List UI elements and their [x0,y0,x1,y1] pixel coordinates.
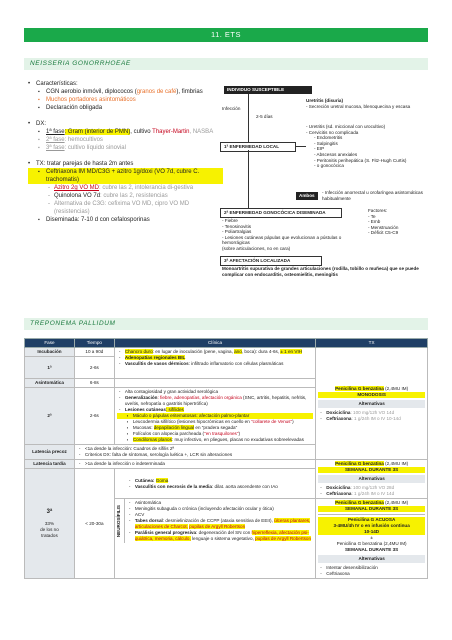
tx-subitem: - Quinolona VO 7d: cubre las 2, resistencias [28,192,223,200]
clinica-terciaria: - Cutánea: Goma - Vasculitis con necrosis de la media: dilat. aorta ascendente con IAo [114,469,315,499]
clinica-primaria: - Chancro duro: en lugar de inoculación (pene, vagina, ano, boca): dura 4-6s, ± 1 en VIH - Adenopatías regionales BIL - Vasculitis de vasos dérmicos: infiltrado inflamatorio con células plasmáticas [114,348,315,379]
diagram-stage2: 2ª ENFERMEDAD GONOCÓCICA DISEMINADA [220,208,342,218]
col-header: Clínica [114,339,315,348]
diagram-male: Uretritis (disuria) - Secreción uretral mucosa, blenoquecina y escasa [306,98,411,109]
table-row: Incubación 10 a 90d - Chancro duro: en lugar de inoculación (pene, vagina, ano, boca): dura 4-6s, ± 1 en VIH - Adenopatías regionales BIL - Vasculitis de vasos dérmicos: infiltrado inflamatorio con células plasmáticas Penicilina G benzatina (2,4MU IM) MONODOSIS Alternativas - Doxiciclina: 100 mg/12h VO 14d - Ceftriaxona: 1 g/24h IM o IV 10-14d [25,348,428,357]
tx-heading: • TX: tratar parejas de hasta 2m antes [28,160,223,168]
col-header: Fase [25,339,75,348]
diagram-stage3: 3ª AFECTACIÓN LOCALIZADA [220,256,322,266]
diagram-dias: 2-5 días [256,114,273,119]
section-title-treponema: TREPONEMA PALLIDUM [24,318,428,330]
tx-item: ▪ Ceftriaxona IM MD/C3G + azitro 1g/doxi (VO 7d, cubre C. trachomatis) [28,168,223,184]
diagram-infeccion: Infección [222,106,241,111]
neisseria-notes [28,80,223,224]
diagram-anorrectal: - Infección anorrectal u orofaríngea asintomáticas habitualmente [322,190,423,201]
syphilis-table [24,338,428,579]
table-row: 1ª 2-6s [25,357,428,379]
section-title-neisseria: NEISSERIA GONORRHOEAE [24,58,428,70]
tx-tardia: Penicilina G benzatina (2,4MU IM) SEMANAL DURANTE 3S Alternativas - Doxiciclina: 100 mg/12h VO 28d - Ceftriaxona: 1 g/24h IM o IV 14d [316,460,428,499]
tx-terciaria: Penicilina G benzatina (2,4MU IM) SEMANAL DURANTE 3S Penicilina G ACUOSA 3-4MU/4h IV o en infusión continua 10-14D ± Penicilina G benzatina (2,4MU IM) SEMANAL DURANTE 3S Alternativas - Intentar desensibilización - Ceftriaxona [316,499,428,579]
diagram-female: - Uretritis (sd. miccional con urocultivo) - Cervicitis no complicada - Endometritis - Salpingitis - EIP - Abscesos anexiales - Peritonitis perihepática (S. Fitz-Hugh Curtis) - o gonocócica [306,124,407,169]
tx-subitem: - Azitro 2g VO MD: cubre las 2, intolerancia di-gestiva [28,184,223,192]
clinica-secundaria: - Alta contagiosidad y gran actividad serológica - Generalización: fiebre, adenopatías, afectación orgánica (SNC, artritis, hepatitis, nefritis, uveítis, nefropatía o gastritis hipertrófica) - Lesiones cutáneas: sifílides ▪ Máculo o pápulas eritematosas: afectación palmo-plantar ▪ Leucodermia sifilítico (lesiones hipocrómicas en cuello en "collarete de Venus") ▪ Mucosas: depapilación lingual en "pradera segada" ▪ Folículos con alopecia parcheada ("en trasquilones") ▪ Condilomas planos: muy infectivo, en pliegues, placas no exudativas sobreelevadas [114,388,315,445]
diagram-factores: Factores: - Te - Emb - Menstruación - Déficit C5-C9 [368,208,399,236]
dx-item: ▪ 3ª fase: cultivo líquido sinovial [28,144,223,152]
diagram-top-box: INDIVIDUO SUSCEPTIBLE [224,86,312,94]
diagram-ambos: Ambos [296,192,318,200]
gonorrhea-diagram [218,84,430,294]
col-header: Tiempo [74,339,114,348]
caracteristica-item: ▪ Muchos portadores asintomáticos [28,96,223,104]
tx-precoz: Penicilina G benzatina (2,4MU IM) MONODOSIS Alternativas - Doxiciclina: 100 mg/12h VO 14d - Ceftriaxona: 1 g/24h IM o IV 10-14d [316,348,428,460]
diagram-stage1: 1ª ENFERMEDAD LOCAL [220,142,296,152]
tx-item: ▪ Diseminada: 7-10 d con cefalosporinas [28,216,223,224]
caracteristicas-heading: • Características: [28,80,223,88]
table-row: Asintomática 6-8s [25,379,428,388]
dx-item: ▪ 2ª fase: hemocultivos [28,136,223,144]
dx-item: ▪ 1ª fase: Gram (interior de PMN), cultivo Thayer-Martin, NASBA [28,128,223,136]
table-row: 2ª 2-6s - Alta contagiosidad y gran actividad serológica - Generalización: fiebre, adenopatías, afectación orgánica (SNC, artritis, hepatitis, nefritis, uveítis, nefropatía o gastritis hipertrófica) - Lesiones cutáneas: sifílides ▪ Máculo o pápulas eritematosas: afectación palmo-plantar ▪ Leucodermia sifilítico (lesiones hipocrómicas en cuello en "collarete de Venus") ▪ Mucosas: depapilación lingual en "pradera segada" ▪ Folículos con alopecia parcheada ("en trasquilones") ▪ Condilomas planos: muy infectivo, en pliegues, placas no exudativas sobreelevadas [25,388,428,445]
diagram-disseminated: - Fiebre - Tenosinovitis - Poliartralgias - Lesiones cutáneas pápulas que evolucionan a pústulas o hemorrágicas (sobre articulaciones, no en cara) [222,218,342,251]
diagram-monoartritis: Monoartritis supurativa de grandes articulaciones (rodilla, tobillo o muñeca) que se puede complicar con endocarditis, osteomielitis, meningitis [222,266,419,277]
table-row: 3ª 33% de los no tratados < 20-30a - Cutánea: Goma - Vasculitis con necrosis de la media: dilat. aorta ascendente con IAo [25,469,428,499]
neurosifilis: NEUROSÍFILIS - Asintomática - Meningitis subaguda o crónica (incluyendo afectación ocular y ótica) - ACV - Tabes dorsal: desmielinización de CCPP (ataxia sensitiva de EEII), úlceras plantares, articulaciones de Charcot, pupilas de Argyll Robertson - Parálisis general progresiva: degeneración del SN con hiperreflexia, afectación psi-quiátrica, memoria, cálculo, lenguaje o sistema vegetativo, pupilas de Argyll Robertson [114,499,315,579]
page-title: 11. ETS [24,28,428,42]
dx-heading: • DX: [28,120,223,128]
tx-subitem: - Alternativa de C3G: cefixima VO MD, cipro VO MD (resistencias) [28,200,223,216]
caracteristica-item: ▪ CGN aerobio inmóvil, diplococos (granos de café), fimbrias [28,88,223,96]
caracteristica-item: ▪ Declaración obligada [28,104,223,112]
col-header: TX [316,339,428,348]
table-row: Latencia precoz - <1a desde la infección: Cuadros de sífilis 2ª - Criterios DX: falta de síntomas, serología luética +, LCR sin alteraciones [25,445,428,460]
table-row: Latencia tardía - >1a desde la infección o indeterminada Penicilina G benzatina (2,4MU IM) SEMANAL DURANTE 3S Alternativas - Doxiciclina: 100 mg/12h VO 28d - Ceftriaxona: 1 g/24h IM o IV 14d [25,460,428,469]
